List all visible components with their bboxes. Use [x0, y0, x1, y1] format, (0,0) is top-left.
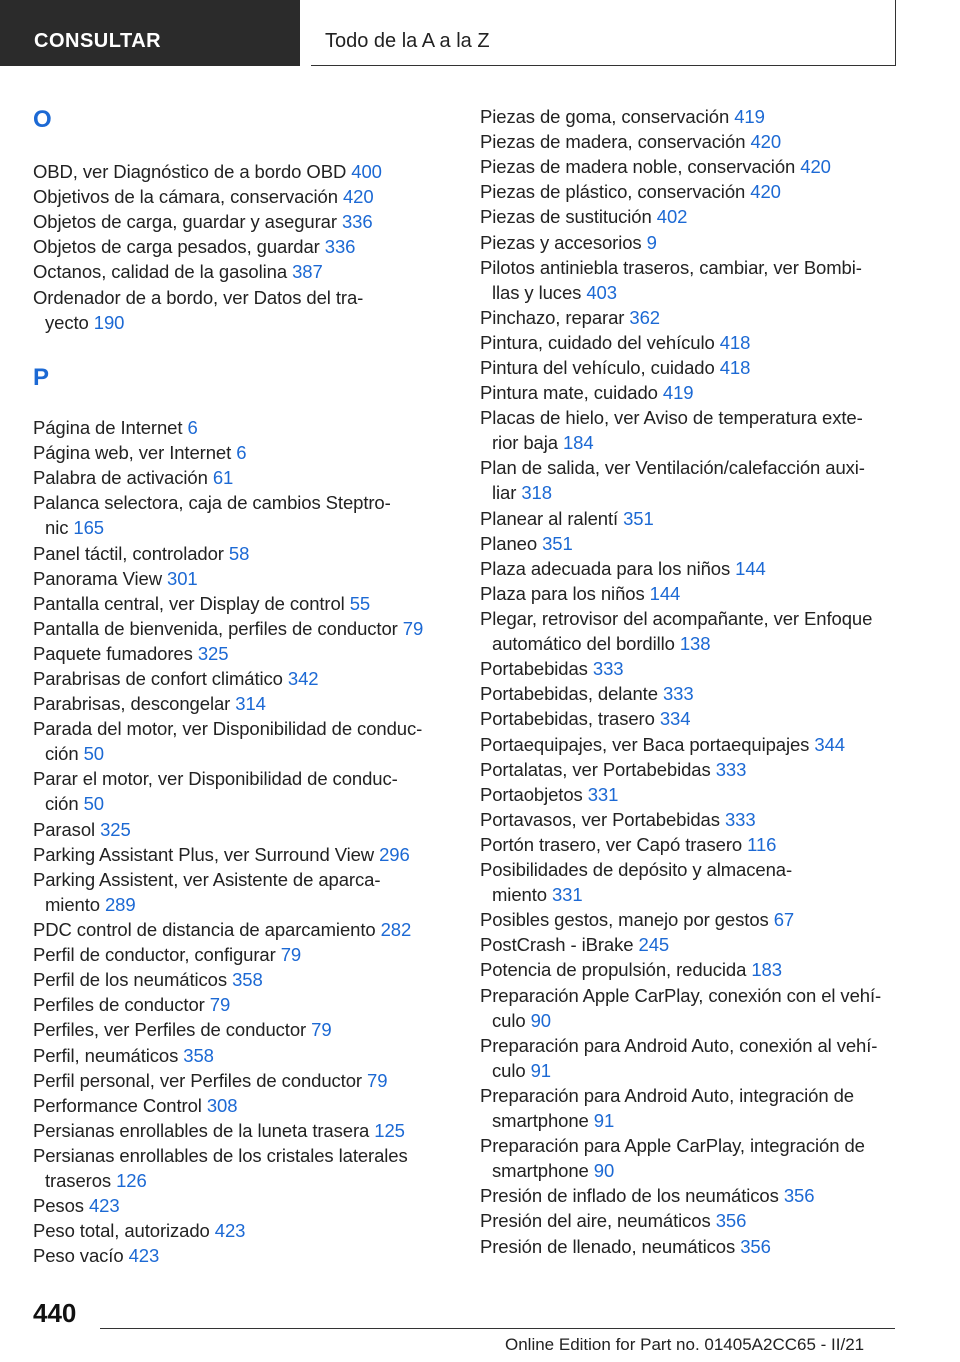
- index-entry: [480, 1033, 877, 1083]
- page-reference-link[interactable]: 314: [235, 693, 266, 715]
- page-reference-link[interactable]: 190: [93, 311, 125, 333]
- page-reference-link[interactable]: 318: [521, 482, 552, 504]
- page-reference-link[interactable]: 144: [649, 582, 681, 604]
- index-entry-text: Preparación para Android Auto, conexión al vehí-: [480, 1034, 878, 1056]
- index-entry-text: Panorama View 301: [33, 567, 198, 589]
- chapter-title: Todo de la A a la Z: [311, 0, 896, 66]
- page-reference-link[interactable]: 90: [593, 1160, 615, 1182]
- index-entry-text: Presión de llenado, neumáticos 356: [480, 1235, 771, 1257]
- index-entry: [33, 641, 228, 666]
- index-entry: [33, 465, 233, 490]
- index-entry: [480, 581, 680, 606]
- page-reference-link[interactable]: 6: [187, 417, 198, 438]
- index-entry-text: Pinchazo, reparar 362: [480, 306, 660, 328]
- index-entry: [33, 440, 246, 465]
- index-entry-text: Preparación para Apple CarPlay, integración de: [480, 1135, 865, 1157]
- page-reference-link[interactable]: 419: [662, 382, 694, 404]
- page-header: [0, 0, 960, 66]
- index-entry: [480, 104, 765, 129]
- index-entry: [480, 531, 573, 556]
- index-entry-text: Piezas de madera noble, conservación 420: [480, 156, 831, 178]
- page-number: 440: [33, 1298, 77, 1328]
- index-entry: [33, 716, 422, 766]
- page-reference-link[interactable]: 183: [751, 959, 782, 981]
- index-entry: [33, 1218, 245, 1243]
- page-reference-link[interactable]: 138: [679, 633, 711, 655]
- page-reference-link[interactable]: 333: [592, 658, 624, 680]
- page-reference-link[interactable]: 331: [551, 884, 583, 906]
- page-reference-link[interactable]: 296: [379, 843, 410, 865]
- index-entry: [480, 405, 863, 455]
- page-reference-link[interactable]: 418: [719, 331, 751, 353]
- index-entry-text: Paquete fumadores 325: [33, 642, 229, 664]
- index-entry-text: Perfil de los neumáticos 358: [33, 969, 263, 991]
- page-reference-link[interactable]: 356: [740, 1235, 771, 1257]
- index-entry-text: Persianas enrollables de los cristales laterales: [33, 1144, 408, 1166]
- page-reference-link[interactable]: 301: [167, 567, 198, 589]
- index-entry: [480, 807, 756, 832]
- page-reference-link[interactable]: 342: [287, 668, 319, 689]
- page-reference-link[interactable]: 184: [562, 432, 594, 454]
- index-entry: [480, 1208, 746, 1233]
- index-entry-text: Palabra de activación 61: [33, 467, 234, 489]
- index-entry-text: Pintura del vehículo, cuidado 418: [480, 357, 751, 378]
- index-entry: [480, 355, 750, 380]
- index-entry: [33, 992, 230, 1017]
- page-reference-link[interactable]: 308: [206, 1094, 238, 1116]
- page-reference-link[interactable]: 79: [367, 1069, 388, 1091]
- index-entry: [480, 1234, 771, 1259]
- index-entry-text: Parking Assistant Plus, ver Surround View 296: [33, 843, 410, 865]
- index-entry: [33, 234, 355, 259]
- index-entry: [480, 204, 687, 229]
- index-entry-text: Persianas enrollables de la luneta trasera 125: [33, 1119, 405, 1141]
- index-entry-text: Presión de inflado de los neumáticos 356: [480, 1185, 815, 1207]
- index-entry-text: Portabebidas, trasero 334: [480, 708, 691, 730]
- page-reference-link[interactable]: 420: [800, 156, 831, 178]
- page-reference-link[interactable]: 333: [662, 683, 694, 705]
- page-reference-link[interactable]: 358: [232, 969, 263, 991]
- page-reference-link[interactable]: 387: [292, 261, 323, 283]
- index-entry-text: Parking Assistent, ver Asistente de aparca-: [33, 868, 381, 890]
- index-entry-text: Piezas de goma, conservación 419: [480, 106, 765, 127]
- index-entry: [33, 666, 318, 691]
- index-entry-text: llas y luces 403: [492, 281, 617, 303]
- index-entry-text: Portavasos, ver Portabebidas 333: [480, 808, 756, 830]
- index-entry-text: Perfil de conductor, configurar 79: [33, 944, 302, 966]
- page-reference-link[interactable]: 336: [341, 211, 373, 233]
- index-entry-text: Palanca selectora, caja de cambios Steptro-: [33, 492, 391, 514]
- page-reference-link[interactable]: 79: [311, 1019, 332, 1041]
- page-reference-link[interactable]: 116: [747, 833, 777, 855]
- index-entry: [480, 857, 792, 907]
- index-entry: [33, 842, 410, 867]
- index-entry: [33, 766, 398, 816]
- page-reference-link[interactable]: 418: [719, 357, 751, 378]
- index-entry-text: Octanos, calidad de la gasolina 387: [33, 261, 323, 283]
- page-reference-link[interactable]: 125: [374, 1119, 405, 1141]
- index-entry: [33, 917, 411, 942]
- index-entry: [480, 129, 781, 154]
- index-entry-text: Presión del aire, neumáticos 356: [480, 1210, 747, 1232]
- index-entry-text: Pesos 423: [33, 1195, 120, 1217]
- index-entry: [480, 380, 694, 405]
- page-reference-link[interactable]: 420: [750, 181, 781, 203]
- index-entry-text: Perfil personal, ver Perfiles de conductor 79: [33, 1069, 388, 1091]
- index-entry: [33, 1017, 332, 1042]
- page-reference-link[interactable]: 362: [629, 306, 660, 328]
- page-reference-link[interactable]: 9: [646, 231, 657, 253]
- index-entry-text: Objetos de carga pesados, guardar 336: [33, 236, 356, 258]
- index-entry-text: Piezas de madera, conservación 420: [480, 131, 782, 153]
- section-tab: CONSULTAR: [0, 0, 300, 66]
- index-entry: [480, 732, 845, 757]
- page-reference-link[interactable]: 165: [73, 517, 104, 539]
- page-reference-link[interactable]: 351: [623, 507, 654, 529]
- index-entry: [480, 706, 690, 731]
- index-entry-text: culo 90: [492, 1009, 551, 1031]
- index-entry: [33, 691, 266, 716]
- index-entry: [33, 591, 370, 616]
- page-reference-link[interactable]: 333: [715, 758, 747, 780]
- index-entry: [480, 1133, 865, 1183]
- page-reference-link[interactable]: 325: [100, 818, 131, 840]
- page-reference-link[interactable]: 126: [116, 1169, 147, 1191]
- page-reference-link[interactable]: 334: [659, 708, 691, 730]
- index-entry-text: Parar el motor, ver Disponibilidad de conduc-: [33, 768, 398, 790]
- index-entry-text: Preparación Apple CarPlay, conexión con el vehí-: [480, 984, 882, 1006]
- index-entry-text: automático del bordillo 138: [492, 633, 711, 655]
- page-reference-link[interactable]: 144: [735, 557, 766, 579]
- index-entry: [480, 455, 865, 505]
- page-reference-link[interactable]: 423: [128, 1245, 160, 1267]
- page-reference-link[interactable]: 423: [88, 1195, 120, 1217]
- index-entry-text: Peso total, autorizado 423: [33, 1220, 246, 1242]
- index-entry-text: Panel táctil, controlador 58: [33, 542, 250, 564]
- index-entry-text: Portaobjetos 331: [480, 783, 619, 805]
- index-entry: [33, 490, 391, 540]
- index-entry-text: traseros 126: [45, 1169, 147, 1191]
- page-reference-link[interactable]: 282: [380, 919, 412, 940]
- page-reference-link[interactable]: 50: [83, 793, 104, 815]
- index-entry: [33, 1043, 214, 1068]
- index-entry: [480, 255, 862, 305]
- index-entry: [33, 616, 423, 641]
- index-entry-text: Ordenador de a bordo, ver Datos del tra-: [33, 286, 364, 308]
- index-entry-text: Perfiles, ver Perfiles de conductor 79: [33, 1019, 332, 1041]
- footer-divider: [100, 1328, 895, 1329]
- index-entry-text: Peso vacío 423: [33, 1245, 160, 1267]
- index-entry-text: Performance Control 308: [33, 1094, 238, 1116]
- index-entry: [33, 209, 373, 234]
- index-entry-text: miento 331: [492, 884, 583, 906]
- index-entry: [480, 1183, 814, 1208]
- page-reference-link[interactable]: 356: [783, 1185, 815, 1207]
- index-entry-text: PDC control de distancia de aparcamiento 282: [33, 919, 412, 940]
- index-letter-heading: P: [33, 364, 50, 391]
- index-entry: [480, 154, 831, 179]
- index-entry-text: Portalatas, ver Portabebidas 333: [480, 758, 747, 780]
- page-reference-link[interactable]: 79: [280, 944, 302, 966]
- index-entry-text: Piezas de sustitución 402: [480, 206, 688, 228]
- index-entry-text: PostCrash - iBrake 245: [480, 934, 670, 956]
- page-reference-link[interactable]: 336: [324, 236, 356, 258]
- index-entry-text: Perfiles de conductor 79: [33, 994, 231, 1016]
- index-entry: [33, 817, 131, 842]
- page-reference-link[interactable]: 344: [814, 733, 845, 755]
- index-entry-text: nic 165: [45, 517, 104, 539]
- page-reference-link[interactable]: 358: [183, 1044, 214, 1066]
- index-entry: [480, 506, 654, 531]
- index-entry: [480, 330, 750, 355]
- page-reference-link[interactable]: 91: [530, 1059, 551, 1081]
- index-entry-text: Página de Internet 6: [33, 417, 198, 438]
- page-reference-link[interactable]: 67: [773, 909, 795, 931]
- index-entry-text: ción 50: [45, 793, 104, 815]
- page-reference-link[interactable]: 245: [638, 934, 670, 956]
- page-reference-link[interactable]: 420: [750, 131, 782, 153]
- index-entry: [480, 606, 872, 656]
- index-entry-text: Objetos de carga, guardar y asegurar 336: [33, 211, 373, 233]
- index-entry-text: Página web, ver Internet 6: [33, 442, 247, 464]
- index-entry-text: Posibilidades de depósito y almacena-: [480, 859, 793, 880]
- index-entry: [33, 867, 380, 917]
- index-entry-text: Plegar, retrovisor del acompañante, ver Enfoque: [480, 608, 873, 629]
- index-letter-heading: O: [33, 106, 52, 133]
- index-entry-text: culo 91: [492, 1059, 551, 1081]
- page-reference-link[interactable]: 6: [236, 442, 247, 464]
- index-entry: [480, 757, 746, 782]
- page-reference-link[interactable]: 91: [593, 1109, 615, 1131]
- index-entry: [480, 832, 776, 857]
- index-entry-text: Piezas y accesorios 9: [480, 231, 657, 253]
- index-entry-text: miento 289: [45, 893, 136, 915]
- index-entry-text: Planeo 351: [480, 532, 573, 554]
- index-entry: [33, 566, 198, 591]
- index-entry: [480, 782, 618, 807]
- index-entry: [480, 681, 694, 706]
- index-entry: [480, 305, 660, 330]
- page-reference-link[interactable]: 402: [656, 206, 688, 228]
- index-entry-text: Placas de hielo, ver Aviso de temperatura exte-: [480, 407, 863, 429]
- index-entry: [33, 415, 198, 440]
- page-reference-link[interactable]: 403: [586, 281, 617, 303]
- index-entry: [480, 957, 782, 982]
- index-entry-text: Perfil, neumáticos 358: [33, 1044, 214, 1066]
- index-entry: [33, 1068, 387, 1093]
- index-entry-text: Pilotos antiniebla traseros, cambiar, ver Bombi-: [480, 256, 862, 278]
- index-entry-text: Pantalla central, ver Display de control 55: [33, 592, 371, 614]
- index-entry-text: liar 318: [492, 482, 552, 504]
- page-reference-link[interactable]: 400: [351, 161, 382, 182]
- index-entry-text: Parada del motor, ver Disponibilidad de conduc-: [33, 718, 423, 740]
- index-entry-text: Pintura mate, cuidado 419: [480, 382, 694, 404]
- page-reference-link[interactable]: 50: [83, 743, 104, 765]
- index-entry-text: Portabebidas, delante 333: [480, 683, 694, 705]
- index-entry-text: Plan de salida, ver Ventilación/calefacción auxi-: [480, 457, 865, 479]
- index-entry: [33, 942, 301, 967]
- page-reference-link[interactable]: 79: [402, 617, 424, 639]
- index-entry-text: Portaequipajes, ver Baca portaequipajes 344: [480, 733, 845, 755]
- index-entry: [33, 967, 263, 992]
- index-entry-text: Pintura, cuidado del vehículo 418: [480, 331, 751, 353]
- index-entry: [33, 1118, 405, 1143]
- page-reference-link[interactable]: 90: [530, 1009, 551, 1031]
- index-entry: [33, 1193, 120, 1218]
- index-entry: [480, 1083, 854, 1133]
- index-entry-text: Plaza adecuada para los niños 144: [480, 557, 766, 579]
- index-entry: [33, 285, 363, 335]
- index-entry-text: rior baja 184: [492, 432, 594, 454]
- index-entry-text: Objetivos de la cámara, conservación 420: [33, 186, 374, 208]
- footer-edition: Online Edition for Part no. 01405A2CC65 - II/21: [505, 1335, 865, 1354]
- index-entry-text: Plaza para los niños 144: [480, 582, 681, 604]
- page-reference-link[interactable]: 79: [209, 994, 231, 1016]
- page-reference-link[interactable]: 420: [342, 186, 374, 208]
- page-reference-link[interactable]: 333: [724, 808, 756, 830]
- index-entry-text: Posibles gestos, manejo por gestos 67: [480, 909, 795, 931]
- page-reference-link[interactable]: 325: [197, 642, 229, 664]
- page-reference-link[interactable]: 55: [349, 592, 371, 614]
- index-entry-text: smartphone 91: [492, 1109, 615, 1131]
- index-entry-text: OBD, ver Diagnóstico de a bordo OBD 400: [33, 161, 382, 182]
- index-entry: [480, 230, 657, 255]
- index-entry: [480, 932, 669, 957]
- index-entry-text: Planear al ralentí 351: [480, 507, 654, 529]
- index-entry-text: Parabrisas, descongelar 314: [33, 693, 266, 715]
- index-entry: [480, 179, 781, 204]
- index-entry: [33, 1093, 237, 1118]
- index-entry-text: Pantalla de bienvenida, perfiles de conductor 79: [33, 617, 424, 639]
- page-reference-link[interactable]: 331: [587, 783, 619, 805]
- index-entry: [480, 907, 794, 932]
- index-entry-text: Parasol 325: [33, 818, 131, 840]
- index-entry: [33, 541, 249, 566]
- page-reference-link[interactable]: 351: [542, 532, 573, 554]
- index-entry: [480, 556, 766, 581]
- index-entry-text: Potencia de propulsión, reducida 183: [480, 959, 782, 981]
- index-entry: [480, 656, 623, 681]
- index-entry-text: Portabebidas 333: [480, 658, 624, 680]
- index-entry-text: ción 50: [45, 743, 104, 765]
- index-entry-text: Preparación para Android Auto, integración de: [480, 1084, 854, 1106]
- index-entry: [33, 159, 382, 184]
- page-reference-link[interactable]: 289: [104, 893, 136, 915]
- page-reference-link[interactable]: 356: [715, 1210, 747, 1232]
- page-reference-link[interactable]: 419: [734, 106, 765, 127]
- page-reference-link[interactable]: 423: [214, 1220, 246, 1242]
- page-reference-link[interactable]: 61: [212, 467, 234, 489]
- index-entry: [33, 1143, 408, 1193]
- index-entry-text: Piezas de plástico, conservación 420: [480, 181, 781, 203]
- index-entry-text: yecto 190: [45, 311, 125, 333]
- index-entry-text: Portón trasero, ver Capó trasero 116: [480, 833, 777, 855]
- index-entry: [480, 983, 881, 1033]
- page-reference-link[interactable]: 58: [228, 542, 250, 564]
- index-entry-text: Parabrisas de confort climático 342: [33, 668, 319, 689]
- index-entry: [33, 184, 374, 209]
- index-entry-text: smartphone 90: [492, 1160, 615, 1182]
- index-entry: [33, 259, 323, 284]
- index-entry: [33, 1243, 159, 1268]
